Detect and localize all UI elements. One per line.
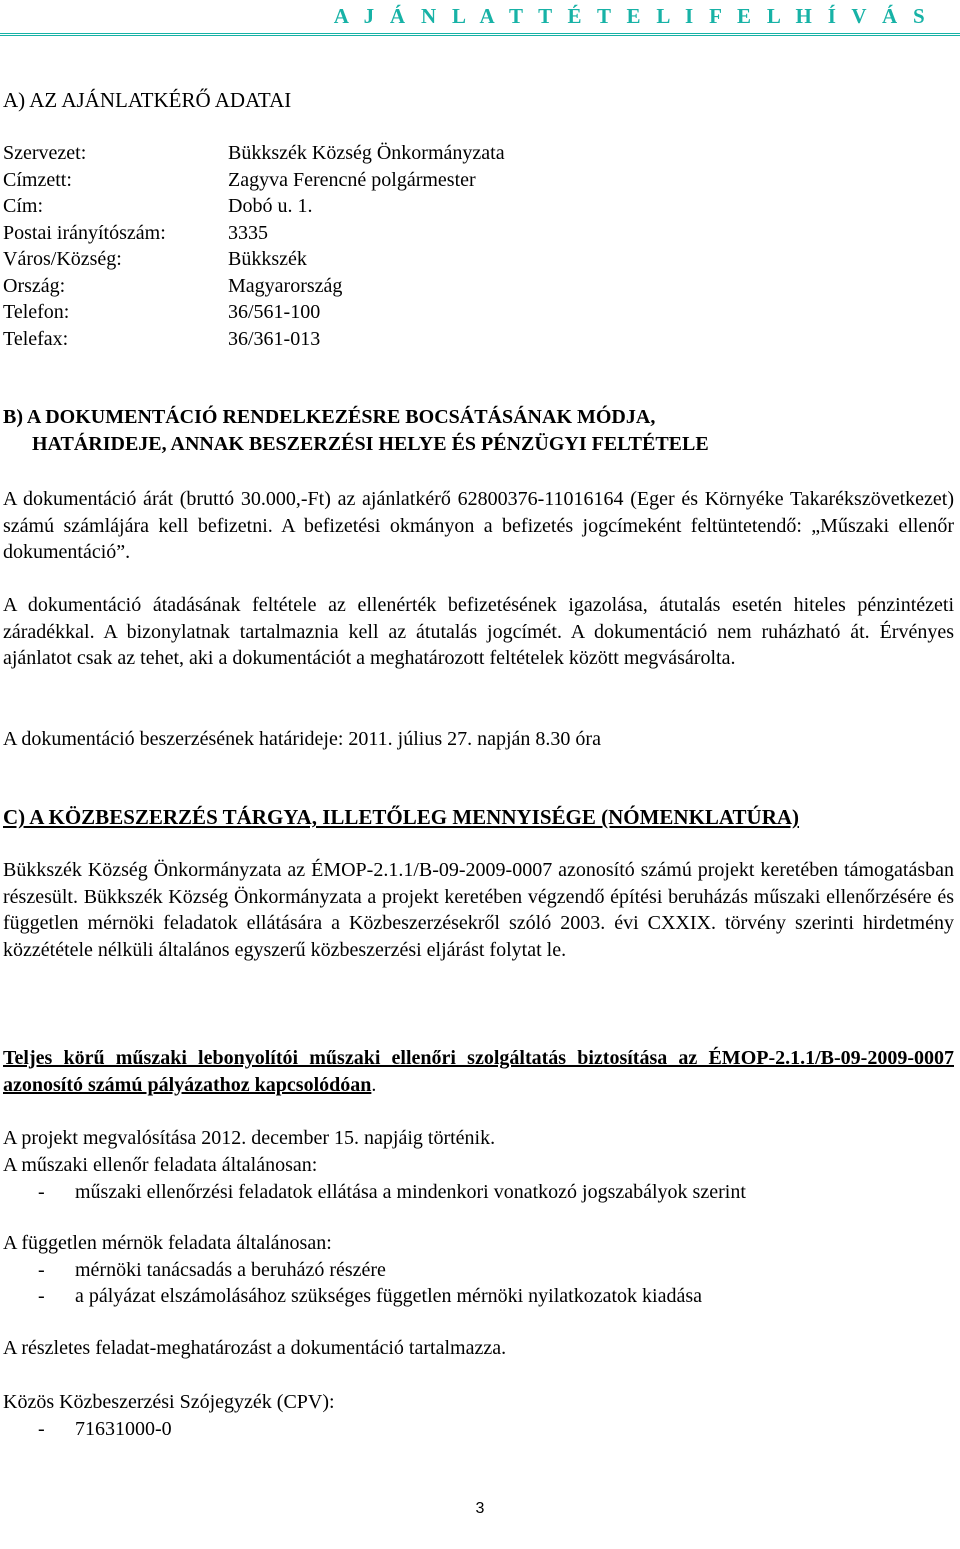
header-divider xyxy=(0,33,960,36)
section-c-project-paragraph: Bükkszék Község Önkormányzata az ÉMOP-2.1.1/B-09-2009-0007 azonosító számú projekt keretében támogatásban részesült. Bükkszék Község Önkormányzata a projekt keretében végzendő építési beruházás műszaki ellenőrzésére és független mérnöki feladatok ellátására a Közbeszerzésekről szóló 2003. évi CXXIX. törvény szerinti hirdetmény közzététele nélküli általános egyszerű közbeszerzési eljárást folytat le. xyxy=(3,859,954,961)
contact-label: Telefon: xyxy=(3,301,70,323)
muszaki-ellenor-heading: A műszaki ellenőr feladata általánosan: xyxy=(3,1154,318,1176)
section-c-heading: C) A KÖZBESZERZÉS TÁRGYA, ILLETŐLEG MENNYISÉGE (NÓMENKLATÚRA) xyxy=(3,805,800,829)
list-dash: - xyxy=(38,1417,45,1440)
fuggetlen-mernok-block xyxy=(3,1230,954,1310)
document-header-title: A J Á N L A T T É T E L I F E L H Í V Á S xyxy=(333,4,930,28)
list-item xyxy=(3,1416,954,1443)
contact-row-organization xyxy=(3,140,943,167)
contact-value: Bükkszék xyxy=(228,248,307,270)
cpv-heading: Közös Közbeszerzési Szójegyzék (CPV): xyxy=(3,1391,335,1413)
contact-label: Szervezet: xyxy=(3,142,87,164)
section-c-realization-paragraph: A projekt megvalósítása 2012. december 15. napjáig történik. xyxy=(3,1127,496,1149)
page-number: 3 xyxy=(475,1500,485,1517)
contact-value: Zagyva Ferencné polgármester xyxy=(228,168,476,191)
contact-label: Cím: xyxy=(3,195,44,217)
section-c-scope-bold-text: Teljes körű műszaki lebonyolítói műszaki ellenőri szolgáltatás biztosítása az ÉMOP-2.1.1/B-09-2009-0007 azonosító számú pályázathoz kapcsolódóan xyxy=(3,1047,954,1096)
contact-value: Dobó u. 1. xyxy=(228,195,313,217)
contact-row-postcode xyxy=(3,220,943,247)
contact-row-country xyxy=(3,273,943,300)
contact-details xyxy=(3,140,943,352)
section-b-heading-line2: HATÁRIDEJE, ANNAK BESZERZÉSI HELYE ÉS PÉNZÜGYI FELTÉTELE xyxy=(32,433,709,455)
list-item xyxy=(3,1283,954,1310)
section-c-details-paragraph: A részletes feladat-meghatározást a dokumentáció tartalmazza. xyxy=(3,1337,507,1359)
contact-value: 36/361-013 xyxy=(228,327,321,350)
muszaki-ellenor-block xyxy=(3,1152,954,1205)
cpv-code: 71631000-0 xyxy=(75,1417,172,1440)
contact-row-fax xyxy=(3,326,943,353)
list-item-text: mérnöki tanácsadás a beruházó részére xyxy=(75,1258,386,1281)
list-item xyxy=(3,1179,954,1206)
contact-row-address xyxy=(3,193,943,220)
contact-row-addressee xyxy=(3,167,943,194)
contact-value: Bükkszék Község Önkormányzata xyxy=(228,142,505,164)
contact-row-phone xyxy=(3,299,943,326)
list-item xyxy=(3,1257,954,1284)
contact-label: Ország: xyxy=(3,274,66,297)
section-b-conditions-paragraph: A dokumentáció átadásának feltétele az ellenérték befizetésének igazolása, átutalás esetén hiteles pénzintézeti záradékkal. A bizonylatnak tartalmaznia kell az átutalás jogcímét. A dokumentáció nem ruházható át. Érvényes ajánlatot csak az tehet, aki a dokumentációt a meghatározott feltételek között megvásárolta. xyxy=(3,594,954,669)
section-b-deadline-paragraph: A dokumentáció beszerzésének határideje: 2011. július 27. napján 8.30 óra xyxy=(3,728,601,750)
contact-row-city xyxy=(3,246,943,273)
list-item-text: a pályázat elszámolásához szükséges független mérnöki nyilatkozatok kiadása xyxy=(75,1285,702,1307)
list-item-text: műszaki ellenőrzési feladatok ellátása a mindenkori vonatkozó jogszabályok szerint xyxy=(75,1180,746,1203)
list-dash: - xyxy=(38,1180,45,1203)
contact-label: Telefax: xyxy=(3,327,69,350)
section-c-scope-period: . xyxy=(371,1073,377,1096)
section-a-heading: A) AZ AJÁNLATKÉRŐ ADATAI xyxy=(3,88,292,112)
contact-value: 3335 xyxy=(228,221,268,244)
contact-value: 36/561-100 xyxy=(228,301,321,323)
contact-label: Címzett: xyxy=(3,168,72,191)
section-b-heading-line1: B) A DOKUMENTÁCIÓ RENDELKEZÉSRE BOCSÁTÁSÁNAK MÓDJA, xyxy=(3,406,656,428)
list-dash: - xyxy=(38,1258,45,1281)
section-b-payment-paragraph: A dokumentáció árát (bruttó 30.000,-Ft) az ajánlatkérő 62800376-11016164 (Eger és Környéke Takarékszövetkezet) számú számlájára kell befizetni. A befizetési okmányon a befizetés jogcímeként feltüntetendő: „Műszaki ellenőr dokumentáció”. xyxy=(3,488,954,563)
contact-label: Város/Község: xyxy=(3,248,122,270)
contact-label: Postai irányítószám: xyxy=(3,221,166,244)
cpv-block xyxy=(3,1389,954,1442)
fuggetlen-mernok-heading: A független mérnök feladata általánosan: xyxy=(3,1232,332,1254)
list-dash: - xyxy=(38,1285,45,1307)
section-c-scope-paragraph xyxy=(3,1045,954,1098)
contact-value: Magyarország xyxy=(228,274,343,297)
